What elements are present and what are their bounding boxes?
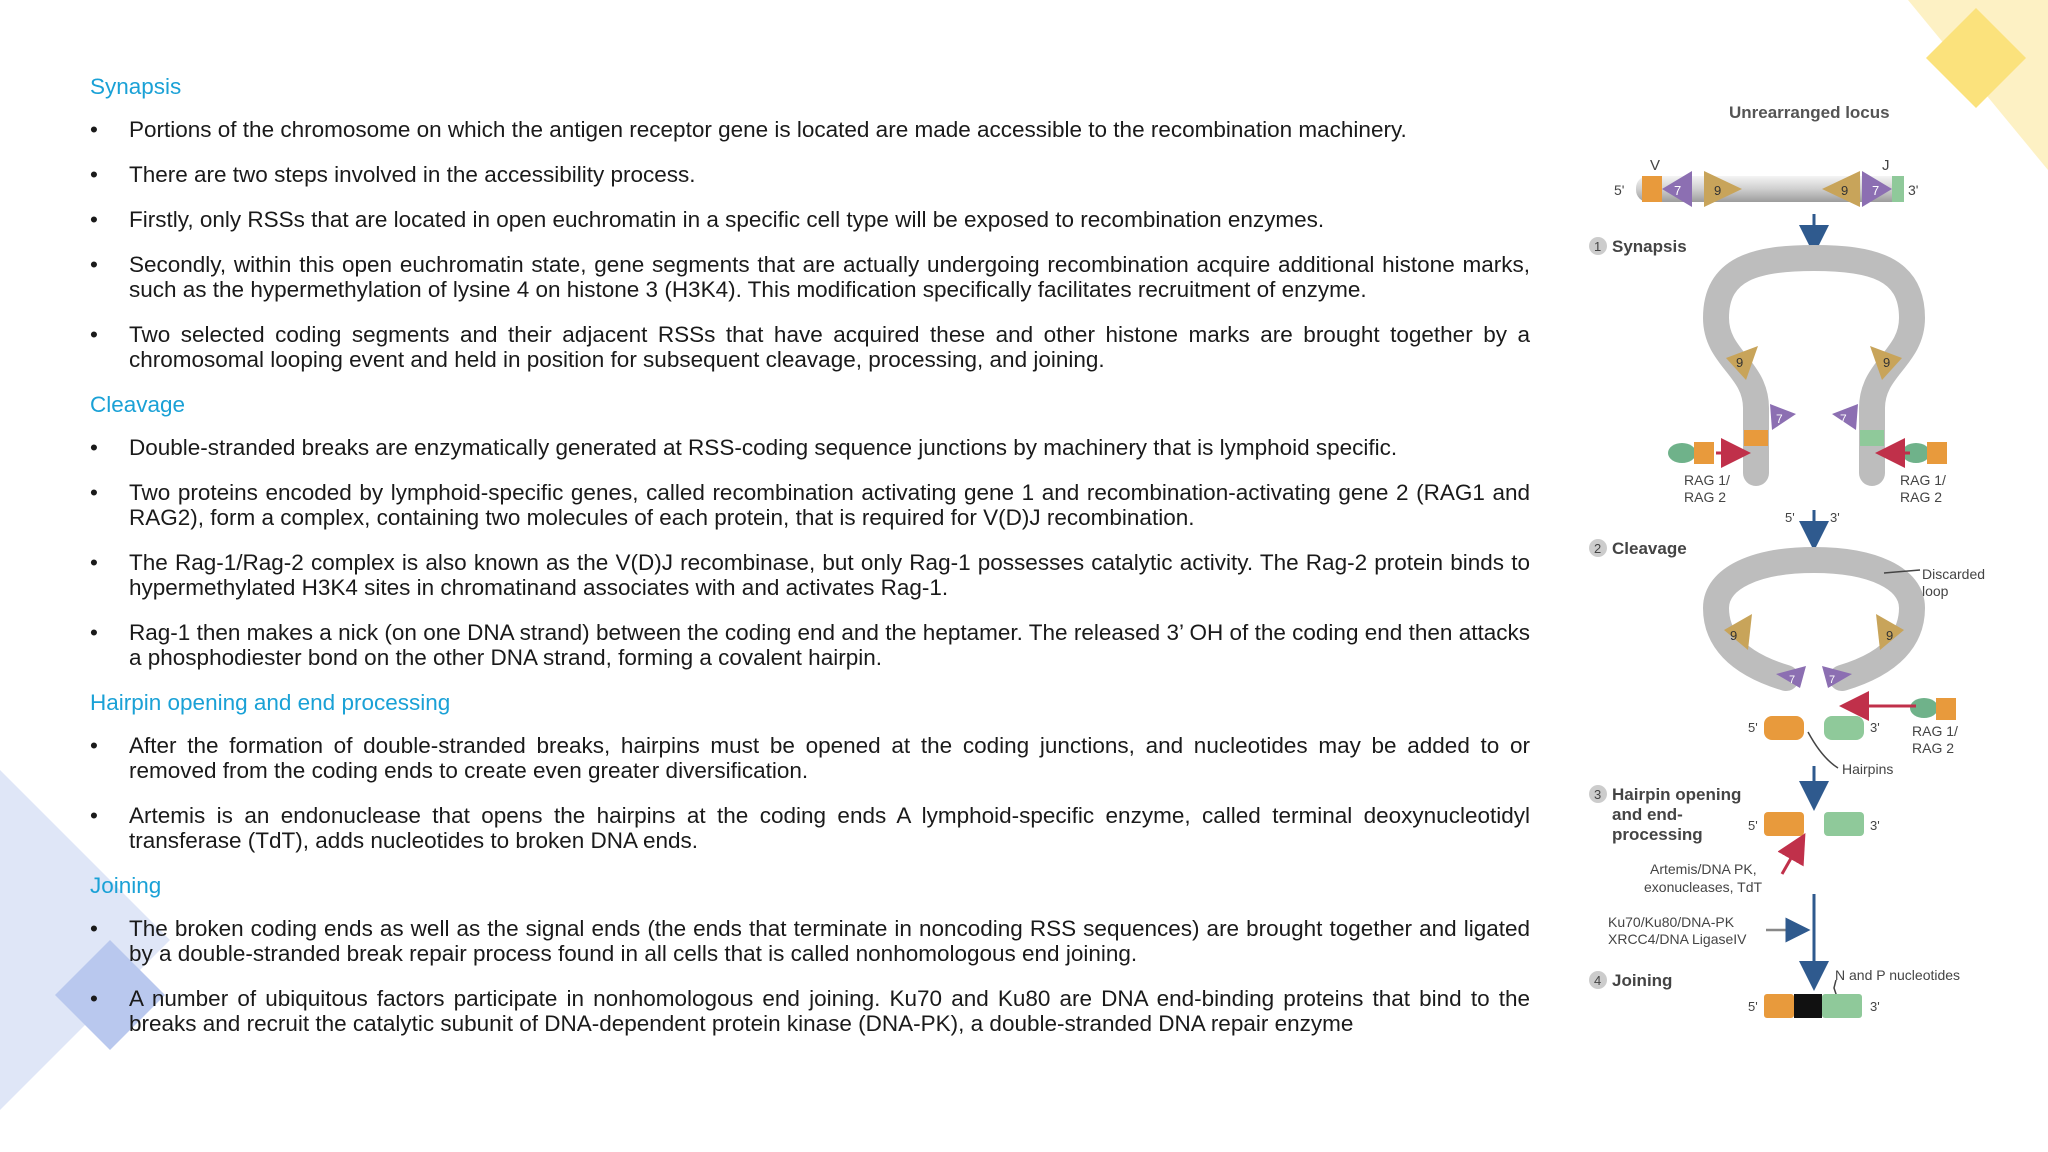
ku-label-2: XRCC4/DNA LigaseIV [1608,931,1747,947]
section-heading: Synapsis [90,74,182,99]
bullet-text: Two proteins encoded by lymphoid-specific genes, called recombination activating gene 1 and recombination-activating gene 2 (RAG1 and RAG2), form a complex, containing two molecules of each protein, that is required for V(D)J recombination. [129,480,1530,530]
label-j: J [1882,157,1890,174]
step3-label-2: and end- [1612,805,1683,824]
step3-label-3: processing [1612,825,1703,844]
discarded-loop-label-1: Discarded [1922,566,1986,582]
five-prime-label: 5' [1748,720,1758,735]
bullet-text: Double-stranded breaks are enzymatically generated at RSS-coding sequence junctions by machinery that is lymphoid specific. [129,435,1398,460]
rag-label-left-1: RAG 1/ [1684,472,1730,488]
j-segment-loop [1860,430,1884,446]
step4-label: Joining [1612,971,1673,990]
bullet-marker: • [90,550,98,575]
bullet-marker: • [90,322,98,347]
rag-label-cleavage-2: RAG 2 [1912,740,1955,756]
v-segment-loop [1744,430,1768,446]
nonamer-label: 9 [1736,355,1744,370]
bullet-text: Firstly, only RSSs that are located in open euchromatin in a specific cell type will be exposed to recombination enzymes. [129,207,1325,232]
bullet-text: A number of ubiquitous factors participate in nonhomologous end joining. Ku70 and Ku80 are DNA end-binding proteins that bind to the breaks and recruit the catalytic subunit of DNA-dependent protein kinase (DNA-PK), a double-stranded DNA repair enzyme [129,986,1530,1036]
bullet-text: There are two steps involved in the accessibility process. [129,162,696,187]
bullet-marker: • [90,252,98,277]
heptamer-label: 7 [1872,183,1880,198]
three-prime-label: 3' [1870,999,1880,1014]
label-v: V [1650,157,1661,174]
bullet-item [90,435,1530,460]
rag-complex-cleavage [1910,698,1938,718]
bullet-text: The broken coding ends as well as the signal ends (the ends that terminate in noncoding RSS sequences) are brought together and ligated by a double-stranded break repair process found in all cells that is called nonhomologous end joining. [129,916,1530,966]
rag-label-cleavage-1: RAG 1/ [1912,723,1958,739]
heptamer-label: 7 [1674,183,1682,198]
nonamer-label: 9 [1730,628,1738,643]
section-heading: Joining [90,873,162,898]
three-prime-label: 3' [1870,818,1880,833]
rag-complex-right-box [1927,442,1947,464]
bullet-marker: • [90,986,98,1011]
step3-number: 3 [1594,787,1602,802]
step1-number: 1 [1594,239,1602,254]
bullet-marker: • [90,117,98,142]
bullet-text: Secondly, within this open euchromatin state, gene segments that are actually undergoing recombination acquire additional histone marks, such as the hypermethylation of lysine 4 on histone 3 (H3K4). This modification specifically facilitates recruitment of enzyme. [129,252,1530,302]
step2-label: Cleavage [1612,539,1687,558]
bullet-text: Artemis is an endonuclease that opens the hairpins at the coding ends A lymphoid-specific enzyme, called terminal deoxynucleotidyl transferase (TdT), adds nucleotides to broken DNA ends. [129,803,1530,853]
step3-label-1: Hairpin opening [1612,785,1742,804]
bullet-text: Rag-1 then makes a nick (on one DNA strand) between the coding end and the heptamer. The released 3’ OH of the coding end then attacks a phosphodiester bond on the other DNA strand, forming a covalent hairpin. [129,620,1530,670]
five-prime-label: 5' [1748,999,1758,1014]
three-prime-label: 3' [1870,720,1880,735]
step2-number: 2 [1594,541,1602,556]
bullet-marker: • [90,803,98,828]
hairpins-label: Hairpins [1842,761,1894,777]
bullet-text: Portions of the chromosome on which the antigen receptor gene is located are made accessible to the recombination machinery. [129,117,1407,142]
ku-label-1: Ku70/Ku80/DNA-PK [1608,914,1735,930]
five-prime-label: 5' [1785,510,1795,525]
slide-text [90,70,1530,1056]
joined-j [1822,994,1862,1018]
rag-complex-left [1668,443,1696,463]
bullet-marker: • [90,916,98,941]
five-prime-label: 5' [1748,818,1758,833]
rag-complex-left-box [1694,442,1714,464]
nonamer-label: 9 [1883,355,1891,370]
bullet-item [90,620,1530,670]
heptamer-label: 7 [1829,674,1836,686]
artemis-label-1: Artemis/DNA PK, [1650,861,1757,877]
coding-end-v [1764,716,1804,740]
np-label: N and P nucleotides [1835,967,1961,983]
artemis-label-2: exonucleases, TdT [1644,879,1763,895]
artemis-arrow [1782,846,1798,874]
bullet-item [90,162,1530,187]
rag-label-right-2: RAG 2 [1900,489,1943,505]
bullet-text: Two selected coding segments and their adjacent RSSs that have acquired these and other histone marks are brought together by a chromosomal looping event and held in position for subsequent cleavage, processing, and joining. [129,322,1530,372]
five-prime-label: 5' [1614,182,1625,198]
bullet-marker: • [90,480,98,505]
nonamer-label: 9 [1714,183,1722,198]
three-prime-label: 3' [1830,510,1840,525]
opened-end-v [1764,812,1804,836]
vdj-recombination-diagram [1586,103,2016,1018]
bullet-item [90,803,1530,853]
coding-end-j [1824,716,1864,740]
bullet-text: The Rag-1/Rag-2 complex is also known as the V(D)J recombinase, but only Rag-1 possesses catalytic activity. The Rag-2 protein binds to hypermethylated H3K4 sites in chromatinand associates with and activates Rag-1. [129,550,1530,600]
bullet-item [90,117,1530,142]
step1-label: Synapsis [1612,237,1687,256]
heptamer-label: 7 [1840,412,1847,426]
section-heading: Hairpin opening and end processing [90,690,451,715]
rag-label-right-1: RAG 1/ [1900,472,1946,488]
heptamer-loop-left [1770,404,1796,430]
bullet-marker: • [90,162,98,187]
bullet-item [90,252,1530,302]
opened-end-j [1824,812,1864,836]
bullet-item [90,207,1530,232]
figure-title: Unrearranged locus [1729,103,1890,122]
heptamer-label: 7 [1789,674,1796,686]
joined-v [1764,994,1794,1018]
np-nucleotides [1794,994,1822,1018]
bullet-marker: • [90,435,98,460]
three-prime-label: 3' [1908,182,1919,198]
bullet-marker: • [90,620,98,645]
bullet-item [90,733,1530,783]
v-segment [1642,176,1662,202]
bullet-item [90,322,1530,372]
bullet-item [90,480,1530,530]
nonamer-label: 9 [1841,183,1849,198]
rag-complex-cleavage-box [1936,698,1956,720]
discarded-loop-label-2: loop [1922,583,1949,599]
section-heading: Cleavage [90,392,186,417]
bullet-marker: • [90,207,98,232]
heptamer-label: 7 [1776,412,1783,426]
step4-number: 4 [1594,973,1602,988]
rag-label-left-2: RAG 2 [1684,489,1727,505]
bullet-text: After the formation of double-stranded breaks, hairpins must be opened at the coding junctions, and nucleotides may be added to or removed from the coding ends to create even greater diversification. [129,733,1530,783]
bullet-item [90,916,1530,966]
nonamer-label: 9 [1886,628,1894,643]
j-segment [1892,176,1904,202]
bullet-item [90,550,1530,600]
bullet-marker: • [90,733,98,758]
bullet-item [90,986,1530,1036]
